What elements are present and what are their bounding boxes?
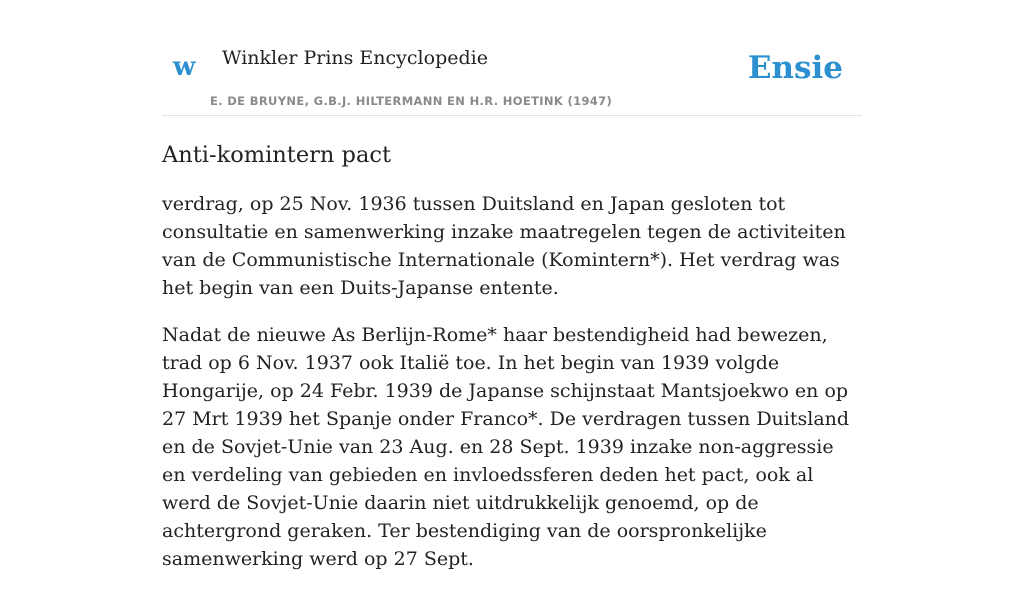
article-paragraph: Nadat de nieuwe As Berlijn-Rome* haar bestendigheid had bewezen, trad op 6 Nov. 1937 ook Italië toe. In het begin van 1939 volgde Hongarije, op 24 Febr. 1939 de Japanse schijnstaat Mantsjoekwo en op 27 Mrt 1939 het Spanje onder Franco*. De verdragen tussen Duitsland en de Sovjet-Unie van 23 Aug. en 28 Sept. 1939 inzake non-aggressie en verdeling van gebieden en invloedssferen deden het pact, ook al werd de Sovjet-Unie daarin niet uitdrukkelijk genoemd, op de achtergrond geraken. Ter bestendiging van de oorspronkelijke samenwerking werd op 27 Sept. [162,324,850,570]
article-title: Anti-komintern pact [162,142,391,168]
brand-logo[interactable]: Ensie [747,50,843,86]
publication-title[interactable]: Winkler Prins Encyclopedie [222,47,488,69]
publication-authors: E. DE BRUYNE, G.B.J. HILTERMANN EN H.R. HOETINK (1947) [210,94,613,108]
article [162,140,862,592]
article-paragraph: verdrag, op 25 Nov. 1936 tussen Duitsland en Japan gesloten tot consultatie en samenwerking inzake maatregelen tegen de activiteiten van de Communistische Internationale (Komintern*). Het verdrag was het begin van een Duits-Japanse entente. [162,193,846,299]
site-header [162,40,862,116]
publication-logo[interactable]: w [173,52,196,82]
